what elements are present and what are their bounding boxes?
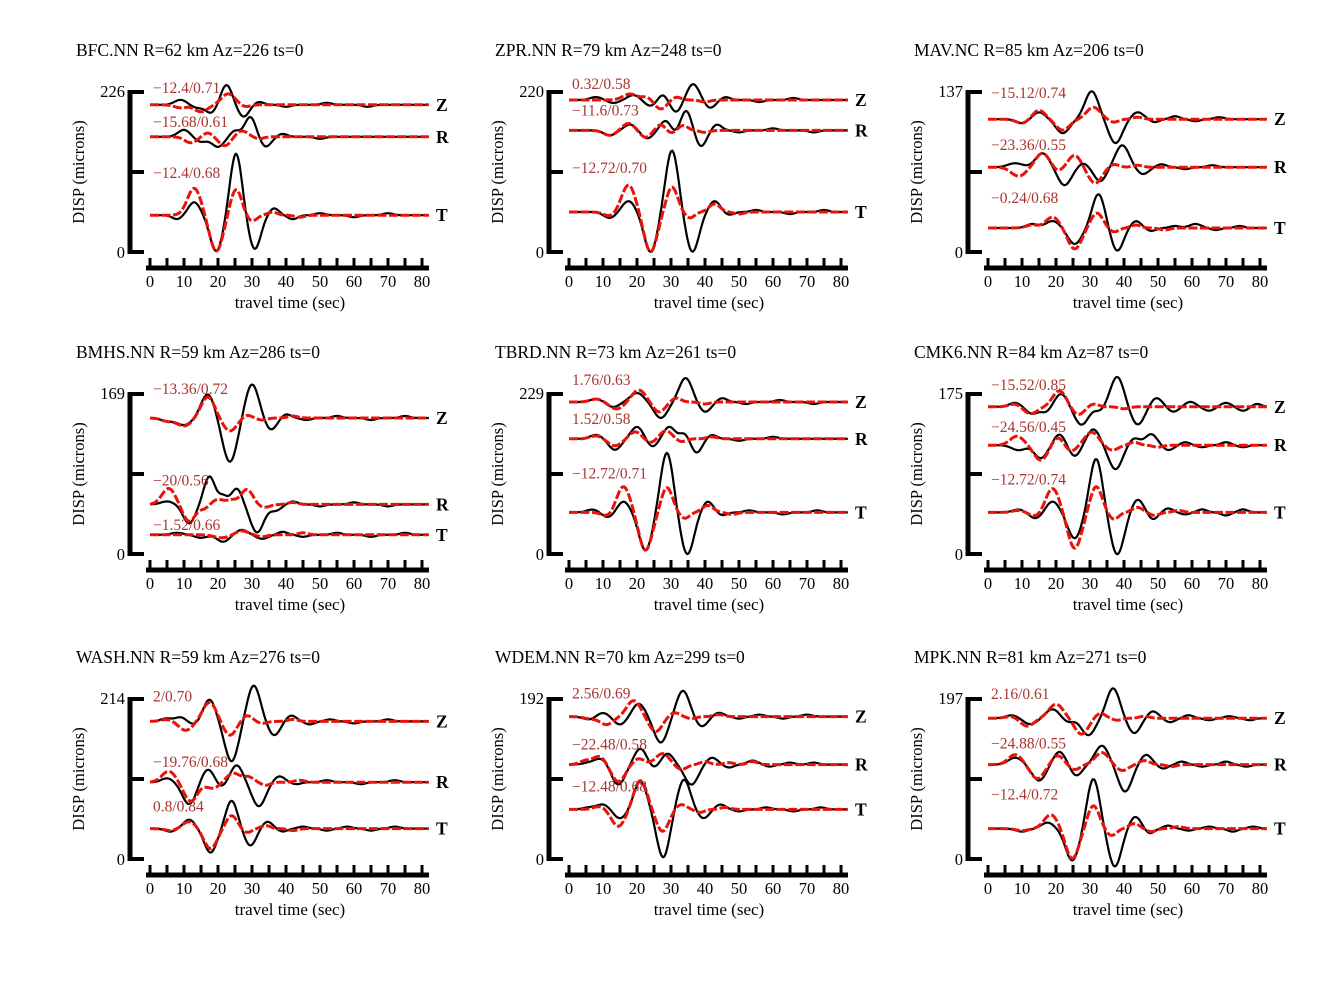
x-tick-label: 50 xyxy=(1149,272,1167,291)
y-axis-title: DISP (microns) xyxy=(69,120,88,224)
shift-correlation-annotation-R: −20/0.56 xyxy=(153,472,209,490)
y-max-label: 192 xyxy=(519,689,544,708)
x-tick-label: 30 xyxy=(662,574,680,593)
x-axis-title: travel time (sec) xyxy=(234,595,346,614)
plot-svg xyxy=(62,30,482,330)
shift-correlation-annotation-R: −24.56/0.45 xyxy=(991,419,1067,437)
x-tick-label: 50 xyxy=(311,879,329,898)
x-axis-title: travel time (sec) xyxy=(234,293,346,312)
shift-correlation-annotation-R: −22.48/0.58 xyxy=(572,736,648,754)
x-tick-label: 20 xyxy=(628,879,646,898)
y-max-label: 175 xyxy=(938,384,963,403)
x-tick-label: 20 xyxy=(1047,272,1065,291)
x-tick-label: 80 xyxy=(1251,272,1269,291)
component-label-Z: Z xyxy=(436,408,448,428)
plot-title: TBRD.NN R=73 km Az=261 ts=0 xyxy=(495,342,737,362)
plot-svg xyxy=(900,30,1320,330)
component-label-R: R xyxy=(436,126,449,147)
shift-correlation-annotation-R: −15.68/0.61 xyxy=(153,113,229,131)
x-tick-label: 20 xyxy=(209,272,227,291)
x-tick-label: 20 xyxy=(628,574,646,593)
x-tick-label: 40 xyxy=(277,574,295,593)
synthetic-trace-T xyxy=(150,188,429,251)
x-tick-label: 80 xyxy=(413,272,431,291)
x-tick-label: 60 xyxy=(764,272,782,291)
component-label-T: T xyxy=(855,502,867,523)
seismogram-plot xyxy=(900,332,1320,632)
synthetic-trace-T xyxy=(988,487,1267,548)
x-tick-label: 70 xyxy=(798,879,816,898)
x-tick-label: 50 xyxy=(1149,574,1167,593)
x-tick-label: 80 xyxy=(413,574,431,593)
x-tick-label: 30 xyxy=(1081,574,1099,593)
x-tick-label: 80 xyxy=(832,879,850,898)
seismogram-plot xyxy=(900,30,1320,330)
plot-title: MAV.NC R=85 km Az=206 ts=0 xyxy=(914,40,1144,60)
synthetic-trace-R xyxy=(988,753,1267,779)
shift-correlation-annotation-Z: 2.56/0.69 xyxy=(572,685,631,703)
x-tick-label: 0 xyxy=(983,272,993,291)
seismogram-plot xyxy=(62,332,482,632)
shift-correlation-annotation-T: 0.8/0.84 xyxy=(153,798,204,816)
synthetic-trace-R xyxy=(988,153,1267,183)
x-tick-label: 60 xyxy=(1183,272,1201,291)
x-tick-label: 80 xyxy=(832,272,850,291)
x-tick-label: 10 xyxy=(594,272,612,291)
plot-svg xyxy=(62,332,482,632)
y-axis-title: DISP (microns) xyxy=(488,727,507,831)
x-tick-label: 0 xyxy=(983,574,993,593)
shift-correlation-annotation-T: −12.72/0.70 xyxy=(572,160,648,177)
y-axis-title: DISP (microns) xyxy=(69,422,88,526)
component-label-Z: Z xyxy=(436,94,448,115)
seismogram-plot xyxy=(62,30,482,330)
x-tick-label: 50 xyxy=(311,272,329,291)
y-min-label: 0 xyxy=(535,545,544,564)
x-tick-label: 50 xyxy=(1149,879,1167,898)
shift-correlation-annotation-T: −12.72/0.71 xyxy=(572,465,648,483)
x-tick-label: 40 xyxy=(1115,272,1133,291)
x-tick-label: 20 xyxy=(209,879,227,898)
component-label-Z: Z xyxy=(1274,708,1286,729)
x-tick-label: 60 xyxy=(764,879,782,898)
plot-title: CMK6.NN R=84 km Az=87 ts=0 xyxy=(914,342,1149,362)
x-tick-label: 10 xyxy=(175,272,193,291)
shift-correlation-annotation-T: −12.48/0.68 xyxy=(572,778,648,796)
plot-title: BFC.NN R=62 km Az=226 ts=0 xyxy=(76,40,304,60)
shift-correlation-annotation-Z: 0.32/0.58 xyxy=(572,76,631,93)
x-tick-label: 0 xyxy=(564,574,574,593)
component-label-T: T xyxy=(436,524,448,545)
x-tick-label: 50 xyxy=(730,272,748,291)
x-tick-label: 10 xyxy=(594,574,612,593)
x-tick-label: 40 xyxy=(277,272,295,291)
x-tick-label: 0 xyxy=(145,272,155,291)
x-axis-title: travel time (sec) xyxy=(1072,900,1184,919)
y-axis-title: DISP (microns) xyxy=(488,422,507,526)
x-tick-label: 60 xyxy=(345,272,363,291)
x-axis-title: travel time (sec) xyxy=(1072,595,1184,614)
x-tick-label: 60 xyxy=(1183,574,1201,593)
x-tick-label: 30 xyxy=(662,879,680,898)
component-label-R: R xyxy=(855,120,868,141)
x-tick-label: 0 xyxy=(145,879,155,898)
shift-correlation-annotation-Z: −13.36/0.72 xyxy=(153,381,229,398)
x-tick-label: 70 xyxy=(379,879,397,898)
x-tick-label: 40 xyxy=(696,879,714,898)
y-min-label: 0 xyxy=(535,850,544,869)
shift-correlation-annotation-T: −12.4/0.72 xyxy=(991,786,1059,804)
x-tick-label: 70 xyxy=(798,272,816,291)
x-tick-label: 60 xyxy=(1183,879,1201,898)
synthetic-trace-T xyxy=(569,487,848,551)
plot-title: WDEM.NN R=70 km Az=299 ts=0 xyxy=(495,647,745,667)
x-tick-label: 10 xyxy=(594,879,612,898)
x-tick-label: 30 xyxy=(243,879,261,898)
x-axis-title: travel time (sec) xyxy=(653,900,765,919)
x-tick-label: 10 xyxy=(1013,879,1031,898)
shift-correlation-annotation-T: −1.52/0.66 xyxy=(153,516,221,534)
seismogram-plot xyxy=(481,637,901,937)
component-label-T: T xyxy=(855,799,867,820)
x-tick-label: 0 xyxy=(564,879,574,898)
synthetic-trace-R xyxy=(569,754,848,782)
component-label-R: R xyxy=(855,428,868,449)
shift-correlation-annotation-T: −12.4/0.68 xyxy=(153,165,221,183)
plot-title: WASH.NN R=59 km Az=276 ts=0 xyxy=(76,647,320,667)
x-tick-label: 30 xyxy=(243,574,261,593)
y-min-label: 0 xyxy=(954,545,963,564)
x-tick-label: 30 xyxy=(662,272,680,291)
x-tick-label: 40 xyxy=(696,574,714,593)
plot-title: MPK.NN R=81 km Az=271 ts=0 xyxy=(914,647,1147,667)
plot-svg xyxy=(481,30,901,330)
x-tick-label: 60 xyxy=(345,879,363,898)
shift-correlation-annotation-R: −24.88/0.55 xyxy=(991,735,1067,753)
x-tick-label: 40 xyxy=(696,272,714,291)
x-tick-label: 80 xyxy=(1251,879,1269,898)
seismogram-plot xyxy=(900,637,1320,937)
component-label-T: T xyxy=(436,818,448,839)
x-tick-label: 10 xyxy=(1013,574,1031,593)
component-label-Z: Z xyxy=(855,706,867,727)
plot-title: BMHS.NN R=59 km Az=286 ts=0 xyxy=(76,342,321,362)
component-label-R: R xyxy=(1274,754,1287,775)
synthetic-trace-Z xyxy=(569,390,848,412)
plot-title: ZPR.NN R=79 km Az=248 ts=0 xyxy=(495,40,722,60)
y-min-label: 0 xyxy=(116,545,125,564)
plot-svg xyxy=(481,637,901,937)
x-tick-label: 60 xyxy=(764,574,782,593)
shift-correlation-annotation-R: −11.6/0.73 xyxy=(572,102,639,120)
plot-svg xyxy=(900,637,1320,937)
component-label-T: T xyxy=(1274,218,1286,238)
component-label-Z: Z xyxy=(1274,109,1286,130)
component-label-Z: Z xyxy=(855,392,867,412)
component-label-Z: Z xyxy=(855,90,867,110)
x-tick-label: 20 xyxy=(1047,574,1065,593)
x-tick-label: 20 xyxy=(209,574,227,593)
x-tick-label: 50 xyxy=(730,574,748,593)
synthetic-trace-Z xyxy=(988,704,1267,734)
x-tick-label: 10 xyxy=(1013,272,1031,291)
x-tick-label: 30 xyxy=(1081,879,1099,898)
x-tick-label: 60 xyxy=(345,574,363,593)
seismogram-plot xyxy=(62,637,482,937)
x-tick-label: 10 xyxy=(175,574,193,593)
component-label-T: T xyxy=(436,205,448,226)
shift-correlation-annotation-Z: −15.52/0.85 xyxy=(991,376,1067,394)
y-min-label: 0 xyxy=(116,850,125,869)
x-tick-label: 70 xyxy=(379,574,397,593)
x-tick-label: 0 xyxy=(145,574,155,593)
y-axis-title: DISP (microns) xyxy=(907,422,926,526)
x-tick-label: 40 xyxy=(1115,574,1133,593)
seismogram-plot xyxy=(481,332,901,632)
plot-svg xyxy=(900,332,1320,632)
component-label-R: R xyxy=(855,754,868,775)
x-axis-title: travel time (sec) xyxy=(653,595,765,614)
synthetic-trace-R xyxy=(150,131,429,146)
x-tick-label: 70 xyxy=(1217,272,1235,291)
component-label-T: T xyxy=(1274,818,1286,839)
x-tick-label: 30 xyxy=(243,272,261,291)
x-tick-label: 20 xyxy=(628,272,646,291)
x-axis-title: travel time (sec) xyxy=(1072,293,1184,312)
x-tick-label: 80 xyxy=(1251,574,1269,593)
shift-correlation-annotation-Z: 2/0.70 xyxy=(153,688,193,706)
x-tick-label: 70 xyxy=(1217,574,1235,593)
synthetic-trace-R xyxy=(150,771,429,801)
y-min-label: 0 xyxy=(535,243,544,262)
x-tick-label: 40 xyxy=(277,879,295,898)
shift-correlation-annotation-R: −19.76/0.68 xyxy=(153,754,229,772)
y-axis-title: DISP (microns) xyxy=(488,120,507,224)
y-axis-title: DISP (microns) xyxy=(907,727,926,831)
y-min-label: 0 xyxy=(116,243,125,262)
y-max-label: 137 xyxy=(938,82,963,101)
shift-correlation-annotation-T: −12.72/0.74 xyxy=(991,471,1067,489)
component-label-R: R xyxy=(1274,435,1287,456)
shift-correlation-annotation-Z: 2.16/0.61 xyxy=(991,686,1050,704)
shift-correlation-annotation-R: −23.36/0.55 xyxy=(991,137,1067,155)
x-tick-label: 20 xyxy=(1047,879,1065,898)
shift-correlation-annotation-Z: −15.12/0.74 xyxy=(991,85,1067,103)
component-label-T: T xyxy=(855,202,867,222)
y-min-label: 0 xyxy=(954,850,963,869)
y-max-label: 229 xyxy=(519,384,544,403)
y-axis-title: DISP (microns) xyxy=(69,727,88,831)
shift-correlation-annotation-R: 1.52/0.58 xyxy=(572,410,631,428)
seismogram-plot xyxy=(481,30,901,330)
shift-correlation-annotation-T: −0.24/0.68 xyxy=(991,190,1059,207)
x-axis-title: travel time (sec) xyxy=(653,293,765,312)
x-tick-label: 70 xyxy=(798,574,816,593)
x-axis-title: travel time (sec) xyxy=(234,900,346,919)
y-axis-title: DISP (microns) xyxy=(907,120,926,224)
x-tick-label: 80 xyxy=(413,879,431,898)
x-tick-label: 70 xyxy=(1217,879,1235,898)
component-label-R: R xyxy=(1274,157,1287,178)
component-label-T: T xyxy=(1274,502,1286,523)
y-max-label: 220 xyxy=(519,82,544,101)
plot-svg xyxy=(481,332,901,632)
x-tick-label: 10 xyxy=(175,879,193,898)
shift-correlation-annotation-Z: −12.4/0.71 xyxy=(153,79,221,97)
y-max-label: 226 xyxy=(100,82,125,101)
shift-correlation-annotation-Z: 1.76/0.63 xyxy=(572,372,631,389)
y-max-label: 169 xyxy=(100,384,125,403)
component-label-Z: Z xyxy=(436,711,448,732)
x-tick-label: 50 xyxy=(311,574,329,593)
x-tick-label: 40 xyxy=(1115,879,1133,898)
y-max-label: 214 xyxy=(100,689,125,708)
x-tick-label: 50 xyxy=(730,879,748,898)
y-min-label: 0 xyxy=(954,243,963,262)
x-tick-label: 30 xyxy=(1081,272,1099,291)
y-max-label: 197 xyxy=(938,689,963,708)
plot-svg xyxy=(62,637,482,937)
x-tick-label: 0 xyxy=(983,879,993,898)
component-label-R: R xyxy=(436,494,449,515)
x-tick-label: 0 xyxy=(564,272,574,291)
x-tick-label: 80 xyxy=(832,574,850,593)
component-label-R: R xyxy=(436,772,449,793)
x-tick-label: 70 xyxy=(379,272,397,291)
component-label-Z: Z xyxy=(1274,396,1286,417)
